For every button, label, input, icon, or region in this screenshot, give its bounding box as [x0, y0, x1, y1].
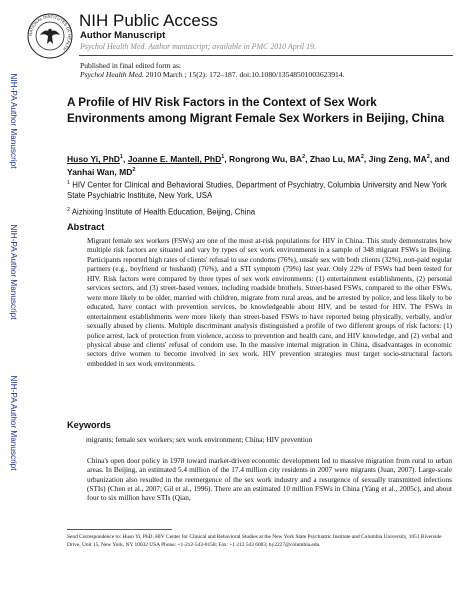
affiliation-2-marker: 2 [67, 207, 71, 213]
author-name-text: Zhao Lu, MA [309, 153, 361, 164]
published-final-label: Published in final edited form as: [80, 61, 182, 70]
author-name-text: Huso Yi, PhD [67, 153, 120, 164]
affiliation-1 [67, 178, 452, 201]
correspondence-footnote: Send Correspondence to: Huso Yi, PhD, HIV Center for Clinical and Behavioral Studies at the New York State Psychiatric Institute and Columbia University, 1051 Riverside Drive, Unit 15, New York, NY 10032 USA Phone: +1-212-543-0158; Fax: +1 212 543 6003; hy2227@columbia.edu. [67, 534, 442, 548]
affiliation-2 [67, 205, 452, 218]
header-divider [79, 55, 453, 56]
citation-details: 2010 March ; 15(2): 172–187. doi:10.1080/13548501003623914. [143, 70, 345, 79]
author-name [67, 154, 123, 164]
abstract-text: Migrant female sex workers (FSWs) are one of the most at-risk populations for HIV in China. This study demonstrates how multiple risk factors are situated and vary by types of sex work environments in a sample of 348 migrant FSWs in Beijing. Participants reported high rates of clients' refusal to use condoms (76%), unsafe sex with both clients (32%), non-paid regular partners (e.g., boyfriend or husband) (76%), and a STI symptom (79%) last year. Only 22% of FSWs had been tested for HIV. Risk factors were compared by three types of sex work environments: (1) entertainment establishments, (2) personal services sectors, and (3) street-based venues, including roadside brothels. Street-based FSWs, compared to the other FSWs, were more likely to be older, married with children, migrate from rural areas, and be arrested by police, and less likely to be educated, have contact with prevention services, be knowledgeable about HIV, and be tested for HIV. The FSWs in entertainment establishments were more likely than street-based FSWs to have reported being physically, verbally, and/or sexually abused by clients. Multiple discriminant analysis distinguished a profile of two different groups of risk factors: (1) police arrest, lack of protection from violence, access to prevention and health care, and HIV knowledge, and (2) verbal and physical abuse and clients' refusal of condom use. In the massive internal migration in China, disadvantages in economic sectors drive women to become involved in sex work. HIV prevention strategies must target socio-structural factors embedded in sex work environments. [87, 237, 452, 368]
side-label-middle: NIH-PA Author Manuscript [9, 224, 18, 320]
author-name-text: Rongrong Wu, BA [229, 153, 303, 164]
affiliation-2-text: Aizhixing Institute of Health Education, Beijing, China [71, 207, 256, 217]
author-affiliation-marker: 1 [221, 154, 225, 160]
abstract-heading: Abstract [67, 222, 105, 232]
author-name-text: Yanhai Wan, MD [67, 166, 133, 177]
footnote-divider [67, 529, 172, 530]
keywords-text: migrants; female sex workers; sex work environment; China; HIV prevention [86, 435, 313, 444]
affiliation-1-marker: 1 [67, 180, 71, 186]
author-affiliation-marker: 1 [119, 154, 123, 160]
author-list: Huso Yi, PhD$^1$, Joanne E. Mantell, PhD$^1$, Rongrong Wu, $BA^2$, Zhao Lu, $MA^2$, Jing Zeng, $MA^2$, and Yanhai Wan, $MD^2$ [67, 153, 450, 177]
author-name-text: Jing Zeng, MA [368, 153, 427, 164]
author-affiliation-marker: 2 [360, 154, 364, 160]
paper-title: A Profile of HIV Risk Factors in the Context of Sex Work Environments among Migrant Female Sex Workers in Beijing, China [67, 96, 445, 125]
nih-seal-logo [27, 13, 73, 59]
author-name [67, 167, 135, 177]
author-name [229, 154, 305, 164]
seal-text: NATIONAL INSTITUTES OF HEALTH [27, 13, 73, 52]
side-label-top: NIH-PA Author Manuscript [9, 73, 18, 169]
body-intro-paragraph: China's open door policy in 1978 toward market-driven economic development led to massive migration from rural to urban areas. In Beijing, an estimated 5.4 million of the 17.4 million city residents in 2007 were migrants (Juan, 2007). Large-scale urbanization also resulted in the reemergence of the sex work industry and a resurgence of sexually transmitted infections (STIs) (Chen et al., 2007; Gil et al., 1996). There are an estimated 10 million FSWs in China (Yang et al., 2005c), and about four to six million have STIs (Qian, [87, 457, 452, 503]
affiliation-1-text: HIV Center for Clinical and Behavioral Studies, Department of Psychiatry, Columbia University and New York State Psychiatric Institute, New York, USA [67, 180, 447, 200]
author-manuscript-label: Author Manuscript [80, 30, 166, 41]
author-affiliation-marker: 2 [302, 154, 306, 160]
author-affiliation-marker: 2 [132, 166, 136, 173]
side-label-bottom: NIH-PA Author Manuscript [9, 375, 18, 471]
author-name-text: Joanne E. Mantell, PhD [127, 153, 222, 164]
author-affiliation-marker: 2 [426, 154, 430, 160]
nih-public-access-title: NIH Public Access [79, 11, 218, 30]
pmc-availability-line: Psychol Health Med. Author manuscript; available in PMC 2010 April 19. [80, 42, 316, 51]
citation-line [80, 70, 345, 79]
citation-journal: Psychol Health Med. [80, 70, 144, 79]
author-name [369, 154, 430, 164]
keywords-heading: Keywords [67, 420, 111, 430]
author-name [310, 154, 364, 164]
author-name [128, 154, 225, 164]
